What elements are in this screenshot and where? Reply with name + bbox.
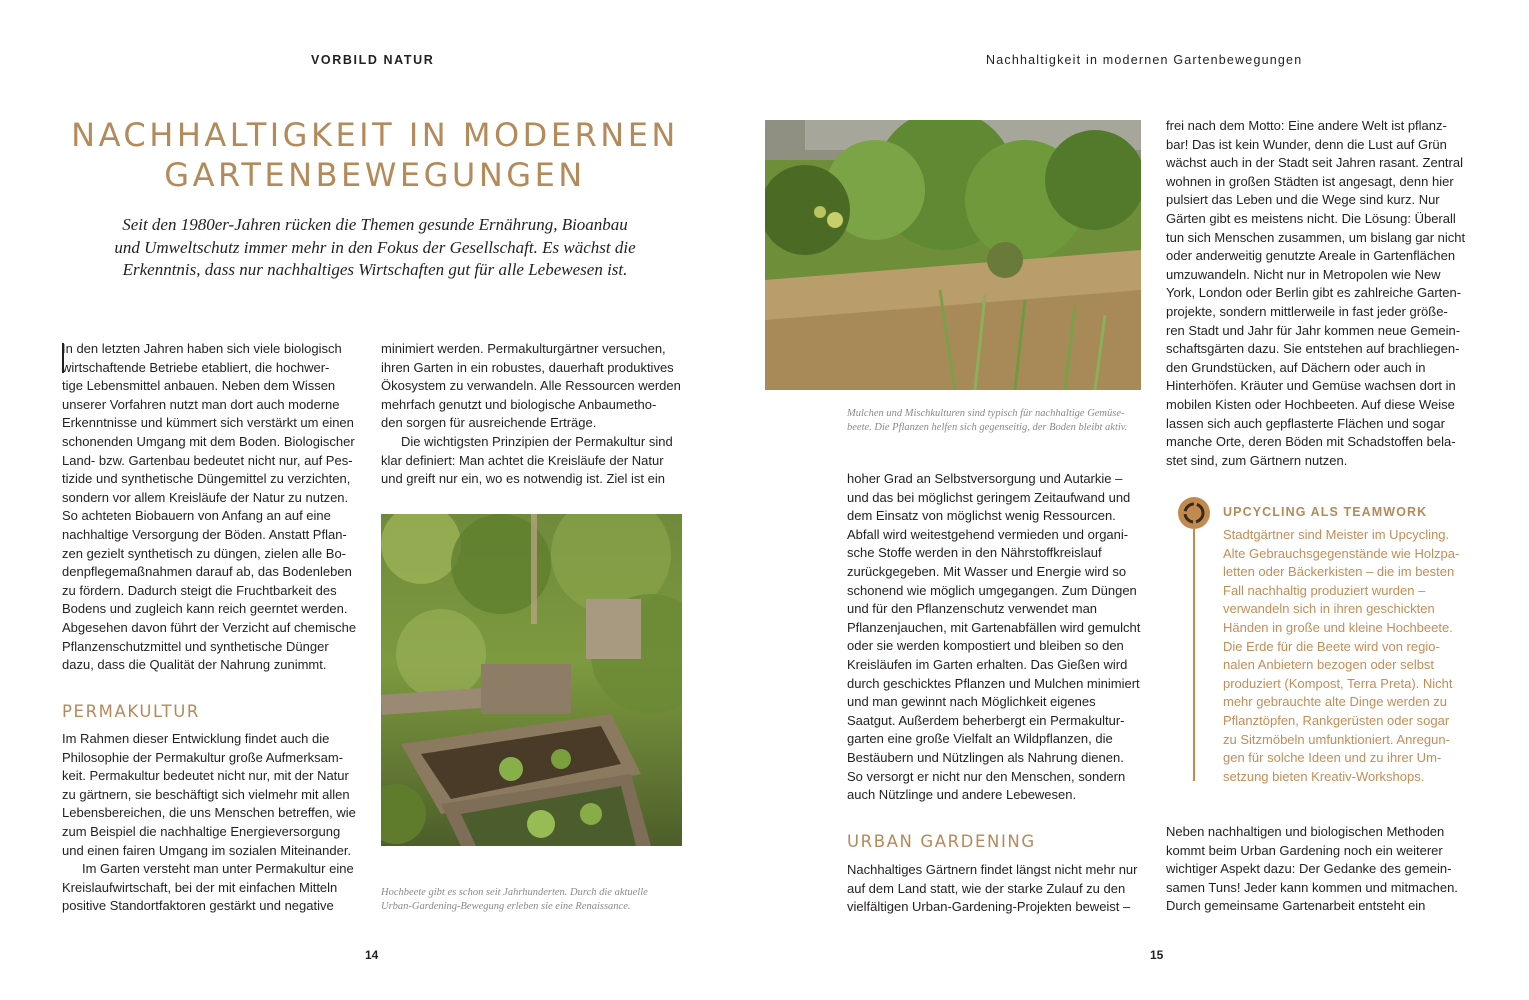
title-line-2: GARTENBEWEGUNGEN [164,156,586,194]
upcycling-icon [1178,497,1210,529]
page-number-left: 14 [365,948,379,962]
mulch-garden-photo [765,120,1141,390]
page-title [40,115,710,195]
box-divider-line [1193,529,1195,781]
column-3 [847,470,1157,805]
lead-paragraph: Seit den 1980er-Jahren rücken die Themen gesunde Ernährung, Bioanbau und Umweltschutz immer mehr in den Fokus der Gesellschaft. Es wächst die Erkenntnis, dass nur nachhaltiges Wirtschaften gut für alle Lebewesen ist. [114,215,636,279]
col4-paragraph-1: frei nach dem Motto: Eine andere Welt ist pflanz- bar! Das ist kein Wunder, denn die Lust auf Grün wächst auch in der Stadt seit Jahren rasant. Zentral wohnen in großen Städten ist angesagt, denn hier pulsiert das Leben und die Wege sind kurz. Nur Gärten gibt es meistens nicht. Die Lösung: Überall tun sich Menschen zusammen, um bislang gar nicht oder anderweitig genutzte Areale in Gartenflächen umzuwandeln. Nicht nur in Metropolen wie New York, London oder Berlin gibt es zahlreiche Garten- projekte, sondern mittlerweile in fast jeder größe- ren Stadt und Jahr für Jahr kommen neue Gemein- schaftsgärten dazu. Sie entstehen auf brachliegen- den Grundstücken, auf Dächern oder auch in Hinterhöfen. Kräuter und Gemüse wachsen dort in mobilen Kisten oder Hochbeeten. Auf diese Weise lassen sich auch gepflasterte Flächen und sogar manche Orte, deren Böden mit Schadstoffen bela- stet sind, zum Gärtnern nutzen. [1166,118,1466,468]
title-line-1: NACHHALTIGKEIT IN MODERNEN [71,116,679,154]
permakultur-heading: PERMAKULTUR [62,702,200,721]
running-head-right: Nachhaltigkeit in modernen Gartenbewegungen [986,53,1303,67]
col4-paragraph-2: Neben nachhaltigen und biologischen Methoden kommt beim Urban Gardening noch ein weiterer wichtiger Aspekt dazu: Der Gedanke des gemein- samen Tuns! Jeder kann kommen und mitmachen. Durch gemeinsame Gartenarbeit entsteht ein [1166,824,1458,914]
page-number-right: 15 [1150,948,1164,962]
box-text: Stadtgärtner sind Meister im Upcycling. Alte Gebrauchsgegenstände wie Holzpa- letten oder Bäckerkisten – die im besten Fall nachhaltig produziert wurden – verwandeln sich in ihren geschickten Händen in große und kleine Hochbeete. Die Erde für die Beete wird von regio- nalen Anbietern bezogen oder selbst produziert (Kompost, Terra Preta). Nicht mehr gebrauchte alte Dinge werden zu Pflanztöpfen, Rankgerüsten oder sogar zu Sitzmöbeln umfunktioniert. Anregun- gen für solche Ideen und zu ihrer Um- setzung bieten Kreativ-Workshops. [1223,527,1460,784]
col2-paragraph-1: minimiert werden. Permakulturgärtner versuchen, ihren Garten in ein robustes, dauerhaft produktives Ökosystem zu verwandeln. Alle Ressourcen werden mehrfach genutzt und biologische Anbaumetho- den sorgen für ausreichende Erträge. [381,341,681,431]
col3-paragraph-1: hoher Grad an Selbstversorgung und Autarkie – und das bei möglichst geringem Zeitaufwand und dem Einsatz von möglichst wenig Ressourcen. Abfall wird weitestgehend vermieden und organi- sche Stoffe werden in den Nährstoffkreislauf zurückgegeben. Mit Wasser und Energie wird so schonend wie möglich umgegangen. Zum Düngen und für den Pflanzenschutz verwendet man Pflanzenjauchen, mit Gartenabfällen wird gemulcht oder sie werden kompostiert und bleiben so den Kreisläufen im Garten erhalten. Das Gießen wird durch geschicktes Pflanzen und Mulchen minimiert und man gewinnt nach Möglichkeit eigenes Saatgut. Außerdem beherbergt ein Permakultur- garten eine große Vielfalt an Wildpflanzen, die Bestäubern und Nützlingen als Nahrung dienen. So versorgt er nicht nur den Menschen, sondern auch Nützlinge und andere Lebewesen. [847,471,1141,803]
perma-paragraph-2: Im Garten versteht man unter Permakultur eine Kreislaufwirtschaft, bei der mit einfachen Mitteln positive Standortfaktoren gestärkt und negative [62,861,354,914]
urban-gardening-text [847,861,1157,917]
permakultur-text [62,730,372,916]
col2-paragraph-2: Die wichtigsten Prinzipien der Permakultur sind klar definiert: Man achtet die Kreisläufe der Natur und greift nur ein, wo es notwendig ist. Ziel ist ein [381,433,673,487]
column-1 [62,340,372,675]
column-4 [1166,117,1476,470]
intro-paragraph: In den letzten Jahren haben sich viele biologisch wirtschaftende Betriebe etabliert, die hochwer- tige Lebensmittel anbauen. Neben dem Wissen unserer Vorfahren nutzt man dort auch moderne Erkenntnisse und kümmert sich verstärkt um einen schonenden Umgang mit dem Boden. Biologischer Land- bzw. Gartenbau bedeutet nicht nur, auf Pes- tizide und synthetische Düngemittel zu verzichten, sondern vor allem Kreisläufe der Natur zu nutzen. So achteten Biobauern von Anfang an auf eine nachhaltige Versorgung der Böden. Anstatt Pflan- zen gezielt synthetisch zu düngen, zielen alle Bo- denpflegemaßnahmen darauf ab, das Bodenleben zu fördern. Dadurch steigt die Fruchtbarkeit des Bodens und zugleich kann reich geerntet werden. Abgesehen davon führt der Verzicht auf chemische Pflanzenschutzmittel und synthetische Dünger dazu, dass die Qualität der Nahrung zunimmt. [62,341,357,673]
photo-caption-mulch: Mulchen und Mischkulturen sind typisch für nachhaltige Gemüse- beete. Die Pflanzen helfen sich gegenseitig, der Boden bleibt aktiv. [847,408,1128,433]
perma-paragraph-1: Im Rahmen dieser Entwicklung findet auch die Philosophie der Permakultur große Aufmerksam- keit. Permakultur bedeutet nicht nur, mit der Natur zu gärtnern, sie beschäftigt sich vielmehr mit allen Lebensbereichen, die uns Menschen betreffen, wie zum Beispiel die nachhaltige Energieversorgung und einen fairen Umgang im sozialen Miteinander. [62,731,356,858]
col4-paragraph-2-wrap [1166,823,1476,916]
column-2 [381,340,691,489]
raised-beds-photo [381,514,682,846]
box-title: UPCYCLING ALS TEAMWORK [1223,505,1428,519]
photo-caption-raised-beds: Hochbeete gibt es schon seit Jahrhunderten. Durch die aktuelle Urban-Gardening-Bewegung erleben sie eine Renaissance. [381,887,648,912]
col3-paragraph-2: Nachhaltiges Gärtnern findet längst nicht mehr nur auf dem Land statt, wie der starke Zulauf zu den vielfältigen Urban-Gardening-Projekten beweist – [847,862,1138,915]
urban-gardening-heading: URBAN GARDENING [847,832,1036,851]
running-head-left: VORBILD NATUR [311,53,435,67]
